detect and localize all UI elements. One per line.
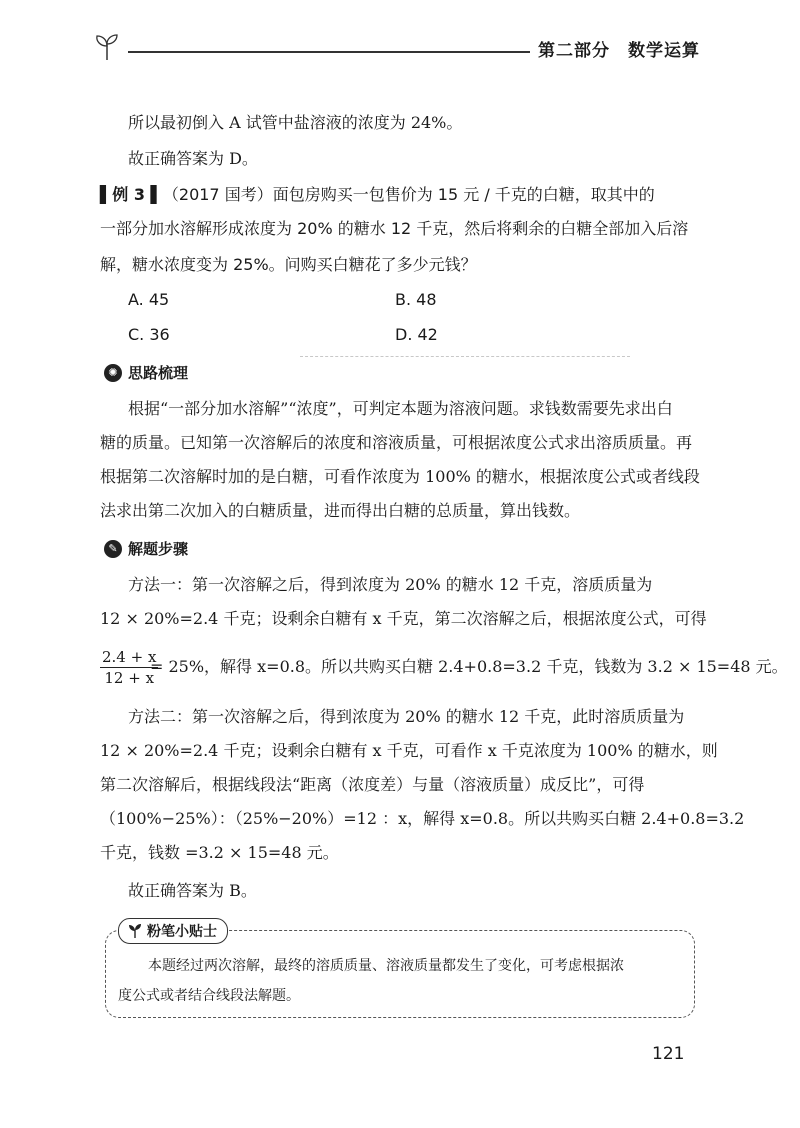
method1-line: 12 × 20%=2.4 千克；设剩余白糖有 x 千克，第二次溶解之后，根据浓度公式，可得 [100, 609, 707, 628]
option-d: D. 42 [395, 325, 438, 344]
fraction-numerator: 2.4 + x [102, 648, 157, 666]
example-tag: ▌例 3 ▌ [100, 185, 163, 204]
fraction-denominator: 12 + x [104, 669, 155, 687]
method2-line: （100%−25%）：（25%−20%）=12 ：x，解得 x=0.8。所以共购买白糖 2.4+0.8=3.2 [100, 809, 745, 828]
page-number: 121 [652, 1044, 685, 1064]
tip-line: 度公式或者结合线段法解题。 [118, 988, 300, 1004]
solution-heading [104, 538, 188, 559]
example-question-line: 一部分加水溶解形成浓度为 20% 的糖水 12 千克，然后将剩余的白糖全部加入后溶 [100, 219, 689, 238]
page-header [92, 30, 700, 66]
section-title: 第二部分 数学运算 [538, 41, 700, 61]
analysis-line: 根据第二次溶解时加的是白糖，可看作浓度为 100% 的糖水，根据浓度公式或者线段 [100, 467, 700, 486]
text-line: 故正确答案为 D。 [128, 149, 258, 168]
analysis-line: 糖的质量。已知第一次溶解后的浓度和溶液质量，可根据浓度公式求出溶质质量。再 [100, 433, 693, 452]
method2-line: 方法二：第一次溶解之后，得到浓度为 20% 的糖水 12 千克，此时溶质质量为 [128, 707, 685, 726]
analysis-line: 法求出第二次加入的白糖质量，进而得出白糖的总质量，算出钱数。 [100, 501, 581, 520]
example-question-line [100, 184, 700, 206]
pencil-icon: ✎ [104, 540, 122, 558]
sprout-icon [127, 923, 143, 939]
header-rule [128, 51, 530, 53]
option-c: C. 36 [128, 325, 170, 344]
sprout-icon [92, 32, 122, 62]
tip-line: 本题经过两次溶解，最终的溶质质量、溶液质量都发生了变化，可考虑根据浓 [148, 958, 624, 974]
method1-result: = 25%，解得 x=0.8。所以共购买白糖 2.4+0.8=3.2 千克，钱数为 3.2 × 15=48 元。 [150, 657, 788, 676]
method2-line: 12 × 20%=2.4 千克；设剩余白糖有 x 千克，可看作 x 千克浓度为 100% 的糖水，则 [100, 741, 718, 760]
method1-line: 方法一：第一次溶解之后，得到浓度为 20% 的糖水 12 千克，溶质质量为 [128, 575, 653, 594]
option-b: B. 48 [395, 290, 437, 309]
method2-line: 第二次溶解后，根据线段法“距离（浓度差）与量（溶液质量）成反比”，可得 [100, 775, 645, 794]
method2-line: 千克，钱数 =3.2 × 15=48 元。 [100, 843, 339, 862]
divider [300, 356, 630, 357]
lightbulb-icon: ✺ [104, 364, 122, 382]
answer-line: 故正确答案为 B。 [128, 881, 257, 900]
example-question-line: 解，糖水浓度变为 25%。问购买白糖花了多少元钱？ [100, 255, 477, 274]
option-a: A. 45 [128, 290, 170, 309]
analysis-heading [104, 362, 188, 383]
text-line: 所以最初倒入 A 试管中盐溶液的浓度为 24%。 [128, 113, 463, 132]
example-question-text: （2017 国考）面包房购买一包售价为 15 元 / 千克的白糖，取其中的 [162, 185, 655, 204]
analysis-line: 根据“一部分加水溶解”“浓度”，可判定本题为溶液问题。求钱数需要先求出白 [128, 399, 673, 418]
solution-title: 解题步骤 [128, 540, 189, 558]
analysis-title: 思路梳理 [128, 364, 189, 382]
tip-label [118, 918, 228, 944]
tip-title: 粉笔小贴士 [147, 924, 217, 940]
